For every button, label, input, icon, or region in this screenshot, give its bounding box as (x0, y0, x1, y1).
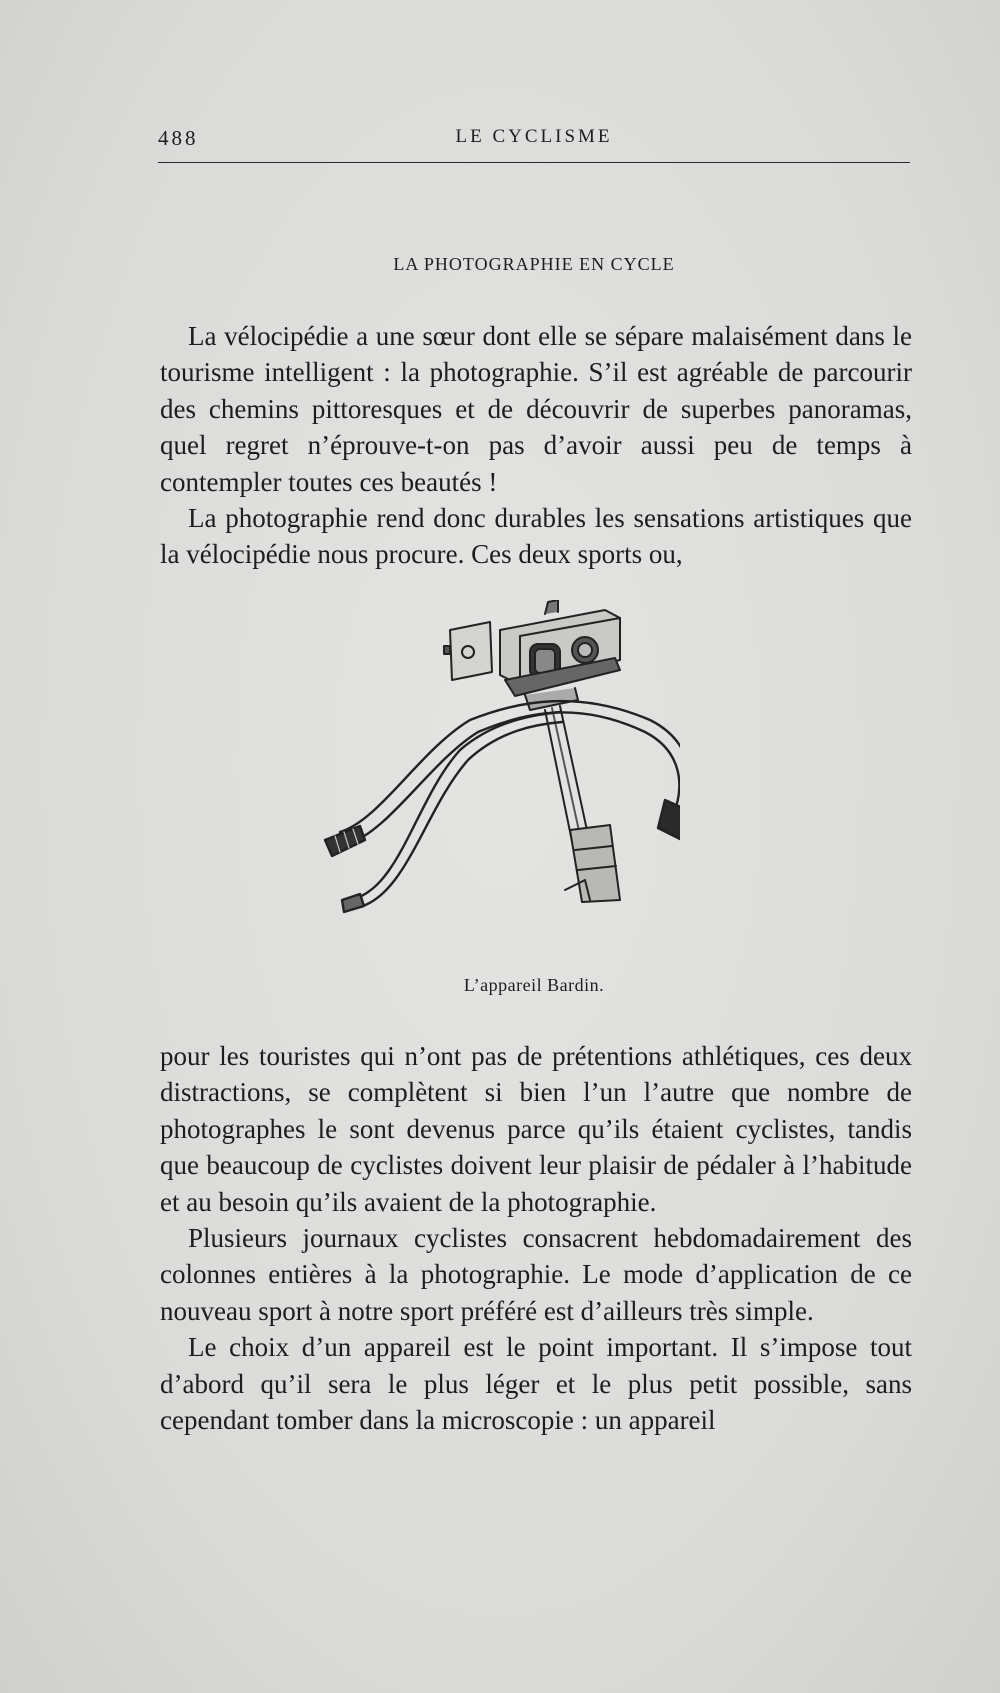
page-number: 488 (158, 126, 199, 150)
paragraph: La vélocipédie a une sœur dont elle se sépare malaisément dans le tourisme intelligent : la photographie. S’il est agréable de parcourir des chemins pittoresques et de découvrir de superbes panoramas, quel regret n’éprouve-t-on pas d’avoir aussi peu de temps à contempler toutes ces beautés ! (160, 321, 912, 497)
running-head: LE CYCLISME (455, 126, 613, 147)
section-title: LA PHOTOGRAPHIE EN CYCLE (393, 254, 675, 274)
paragraph: pour les touristes qui n’ont pas de prétentions athlétiques, ces deux distractions, se complètent si bien l’un l’autre que nombre de photographes le sont devenus parce qu’ils étaient cyclistes, tandis que beaucoup de cyclistes doivent leur plaisir de pédaler à l’habitude et au besoin qu’ils avaient de la photographie. (160, 1041, 912, 1217)
handlebar-stem (525, 688, 620, 902)
page-header (158, 126, 910, 154)
body-text-bottom (160, 1038, 912, 1438)
paragraph: La photographie rend donc durables les sensations artistiques que la vélocipédie nous procure. Ces deux sports ou, (160, 503, 912, 570)
paragraph: Le choix d’un appareil est le point important. Il s’impose tout d’abord qu’il sera le plus léger et le plus petit possible, sans cependant tomber dans la microscopie : un appareil (160, 1332, 912, 1436)
camera-icon (444, 600, 620, 696)
body-text-top (160, 318, 912, 573)
paragraph: Plusieurs journaux cyclistes consacrent hebdomadairement des colonnes entières à la photographie. Le mode d’application de ce nouveau sport à notre sport préféré est d’ailleurs très simple. (160, 1223, 912, 1326)
handlebar (325, 701, 680, 912)
camera-on-handlebar-illustration (320, 600, 680, 970)
figure-caption: L’appareil Bardin. (463, 975, 605, 995)
header-rule (158, 162, 910, 163)
